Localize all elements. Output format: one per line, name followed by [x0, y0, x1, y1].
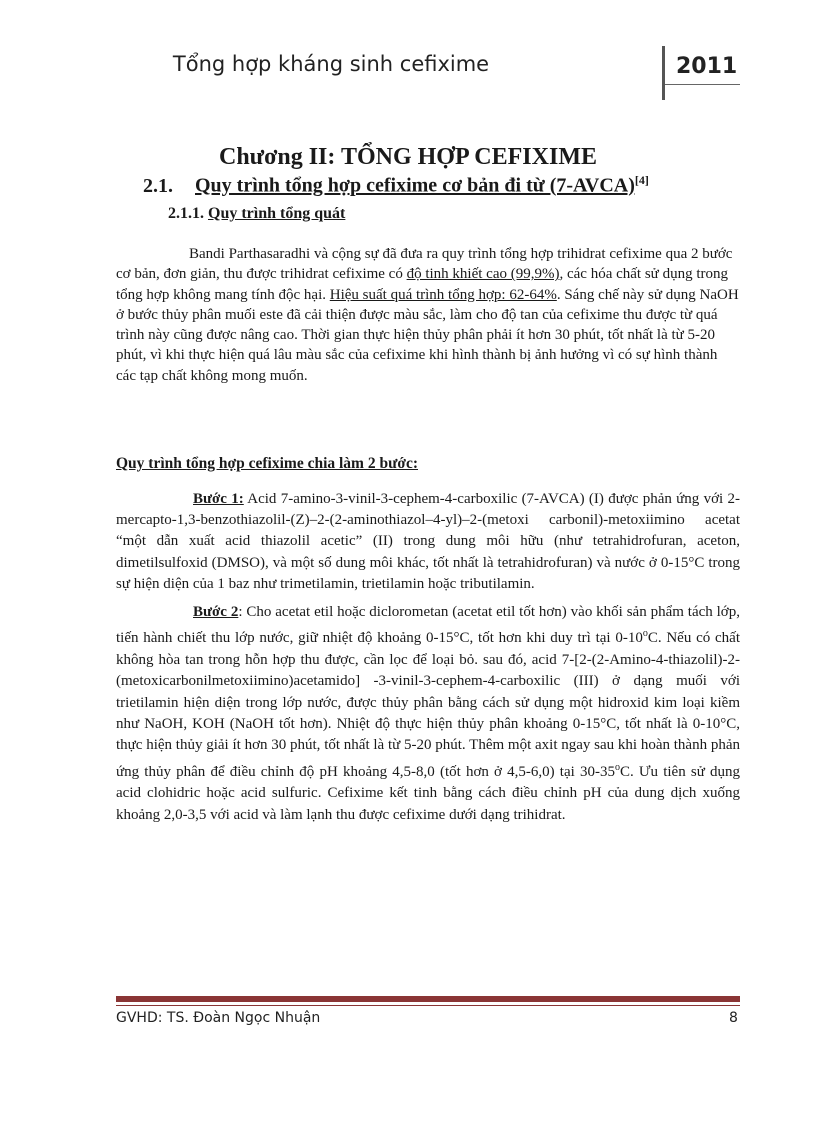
steps-heading: Quy trình tổng hợp cefixime chia làm 2 bước:: [116, 455, 419, 472]
yield-highlight: Hiệu suất quá trình tổng hợp: 62-64%: [329, 286, 557, 303]
intro-text: Bandi Parthasaradhi và cộng sự đã đưa ra quy trình tổng hợp trihidrat cefixime qua 2 bước cơ bản, đơn giản, thu được trihidrat cefixime có: [116, 246, 733, 283]
subsection-title: Quy trình tổng quát: [208, 205, 346, 222]
page-number: 8: [729, 1010, 738, 1026]
footer-advisor: GVHD: TS. Đoàn Ngọc Nhuận: [116, 1010, 321, 1026]
step-1-text: Acid 7-amino-3-vinil-3-cephem-4-carboxilic (7-AVCA) (I) được phản ứng với 2-mercapto-1,3-benzothiazolil-(Z)–2-(2-aminothiazol–4-yl)–2-(metoxi carbonil)-metoxiimino acetat “một dẫn xuất acid thiazolil acetic” (II) trong dung môi hữu (như tetrahidrofuran, aceton, dimetilsulfoxid (DMSO), và một số dung môi khác, tốt nhất là tetrahidrofuran) và nước ở 0-15°C trong sự hiện diện của 1 baz như trimetilamin, trietilamin hoặc tributilamin.: [116, 491, 740, 592]
step-2-paragraph: [116, 602, 740, 826]
footer-rule: [116, 1005, 740, 1006]
subsection-number: 2.1.1.: [168, 205, 204, 222]
degree-mark: o: [642, 628, 648, 640]
intro-text: . Sáng chế này sử dụng NaOH ở bước thủy phân muối este đã cải thiện được màu sắc, làm cho độ tan của cefixime thu được từ quá trình này cũng được nâng cao. Thời gian thực hiện thủy phân phải ít hơn 30 phút, tốt nhất là từ 5-20 phút, vì khi thực hiện quá lâu màu sắc của cefixime khi hình thành bị ảnh hưởng vì có sự hình thành các tạp chất không mong muốn.: [116, 286, 739, 384]
step-2-text: : Cho acetat etil hoặc diclorometan (acetat etil tốt hơn) vào khối sản phẩm tách lớp, tiến hành chiết thu lớp nước, giữ nhiệt độ khoảng 0-15°C, tốt hơn khi duy trì tại 0-10: [116, 604, 740, 647]
step-1-label: Bước 1:: [193, 491, 244, 507]
step-2-text: C. Ưu tiên sử dụng acid clohidric hoặc acid sulfuric. Cefixime kết tinh bằng cách điều chỉnh pH của dung dịch xuống khoảng 2,0-3,5 với acid và làm lạnh thu được cefixime dưới dạng trihidrat.: [116, 763, 740, 823]
section-2-1-heading: [143, 173, 649, 198]
step-1-paragraph: [116, 489, 740, 595]
section-title: Quy trình tổng hợp cefixime cơ bản đi từ (7-AVCA): [195, 174, 635, 197]
header-year: 2011: [676, 54, 738, 79]
header-divider: [662, 46, 665, 100]
section-number: 2.1.: [143, 174, 173, 197]
chapter-title: Chương II: TỔNG HỢP CEFIXIME: [219, 144, 597, 170]
purity-highlight: độ tinh khiết cao (99,9%): [406, 266, 560, 283]
reference-marker: [4]: [634, 173, 649, 187]
section-2-1-1-heading: [168, 205, 345, 223]
step-2-text: C. Nếu có chất không hòa tan trong hỗn hợp thu được, cần lọc để loại bỏ. sau đó, acid 7-[2-(2-Amino-4-thiazolil)-2-(metoxicarbonilmetoxiimino)acetamido] -3-vinil-3-cephem-4-carboxilic (III) ở dạng muối với trietilamin hiện diện trong lớp nước, được thủy phân bằng cách sử dụng một hidroxid kim loại kiềm như NaOH, KOH (NaOH tốt hơn). Nhiệt độ thực hiện thủy phân khoảng 0-15°C, tốt nhất là 0-10°C, thực hiện thủy giải ít hơn 30 phút, tốt nhất là từ 5-20 phút. Thêm một axit ngay sau khi hoàn thành phản ứng thủy phân để điều chỉnh độ pH khoảng 4,5-8,0 (tốt hơn ở 4,5-6,0) tại 30-35: [116, 630, 740, 780]
step-2-label: Bước 2: [193, 604, 239, 620]
intro-text: , các hóa chất sử dụng trong tổng hợp không mang tính độc hại.: [116, 266, 728, 303]
footer-bar: [116, 996, 740, 1002]
header-title: Tổng hợp kháng sinh cefixime: [172, 52, 490, 76]
header-rule: [665, 84, 740, 85]
intro-paragraph: [116, 244, 740, 386]
degree-mark: o: [614, 761, 620, 773]
